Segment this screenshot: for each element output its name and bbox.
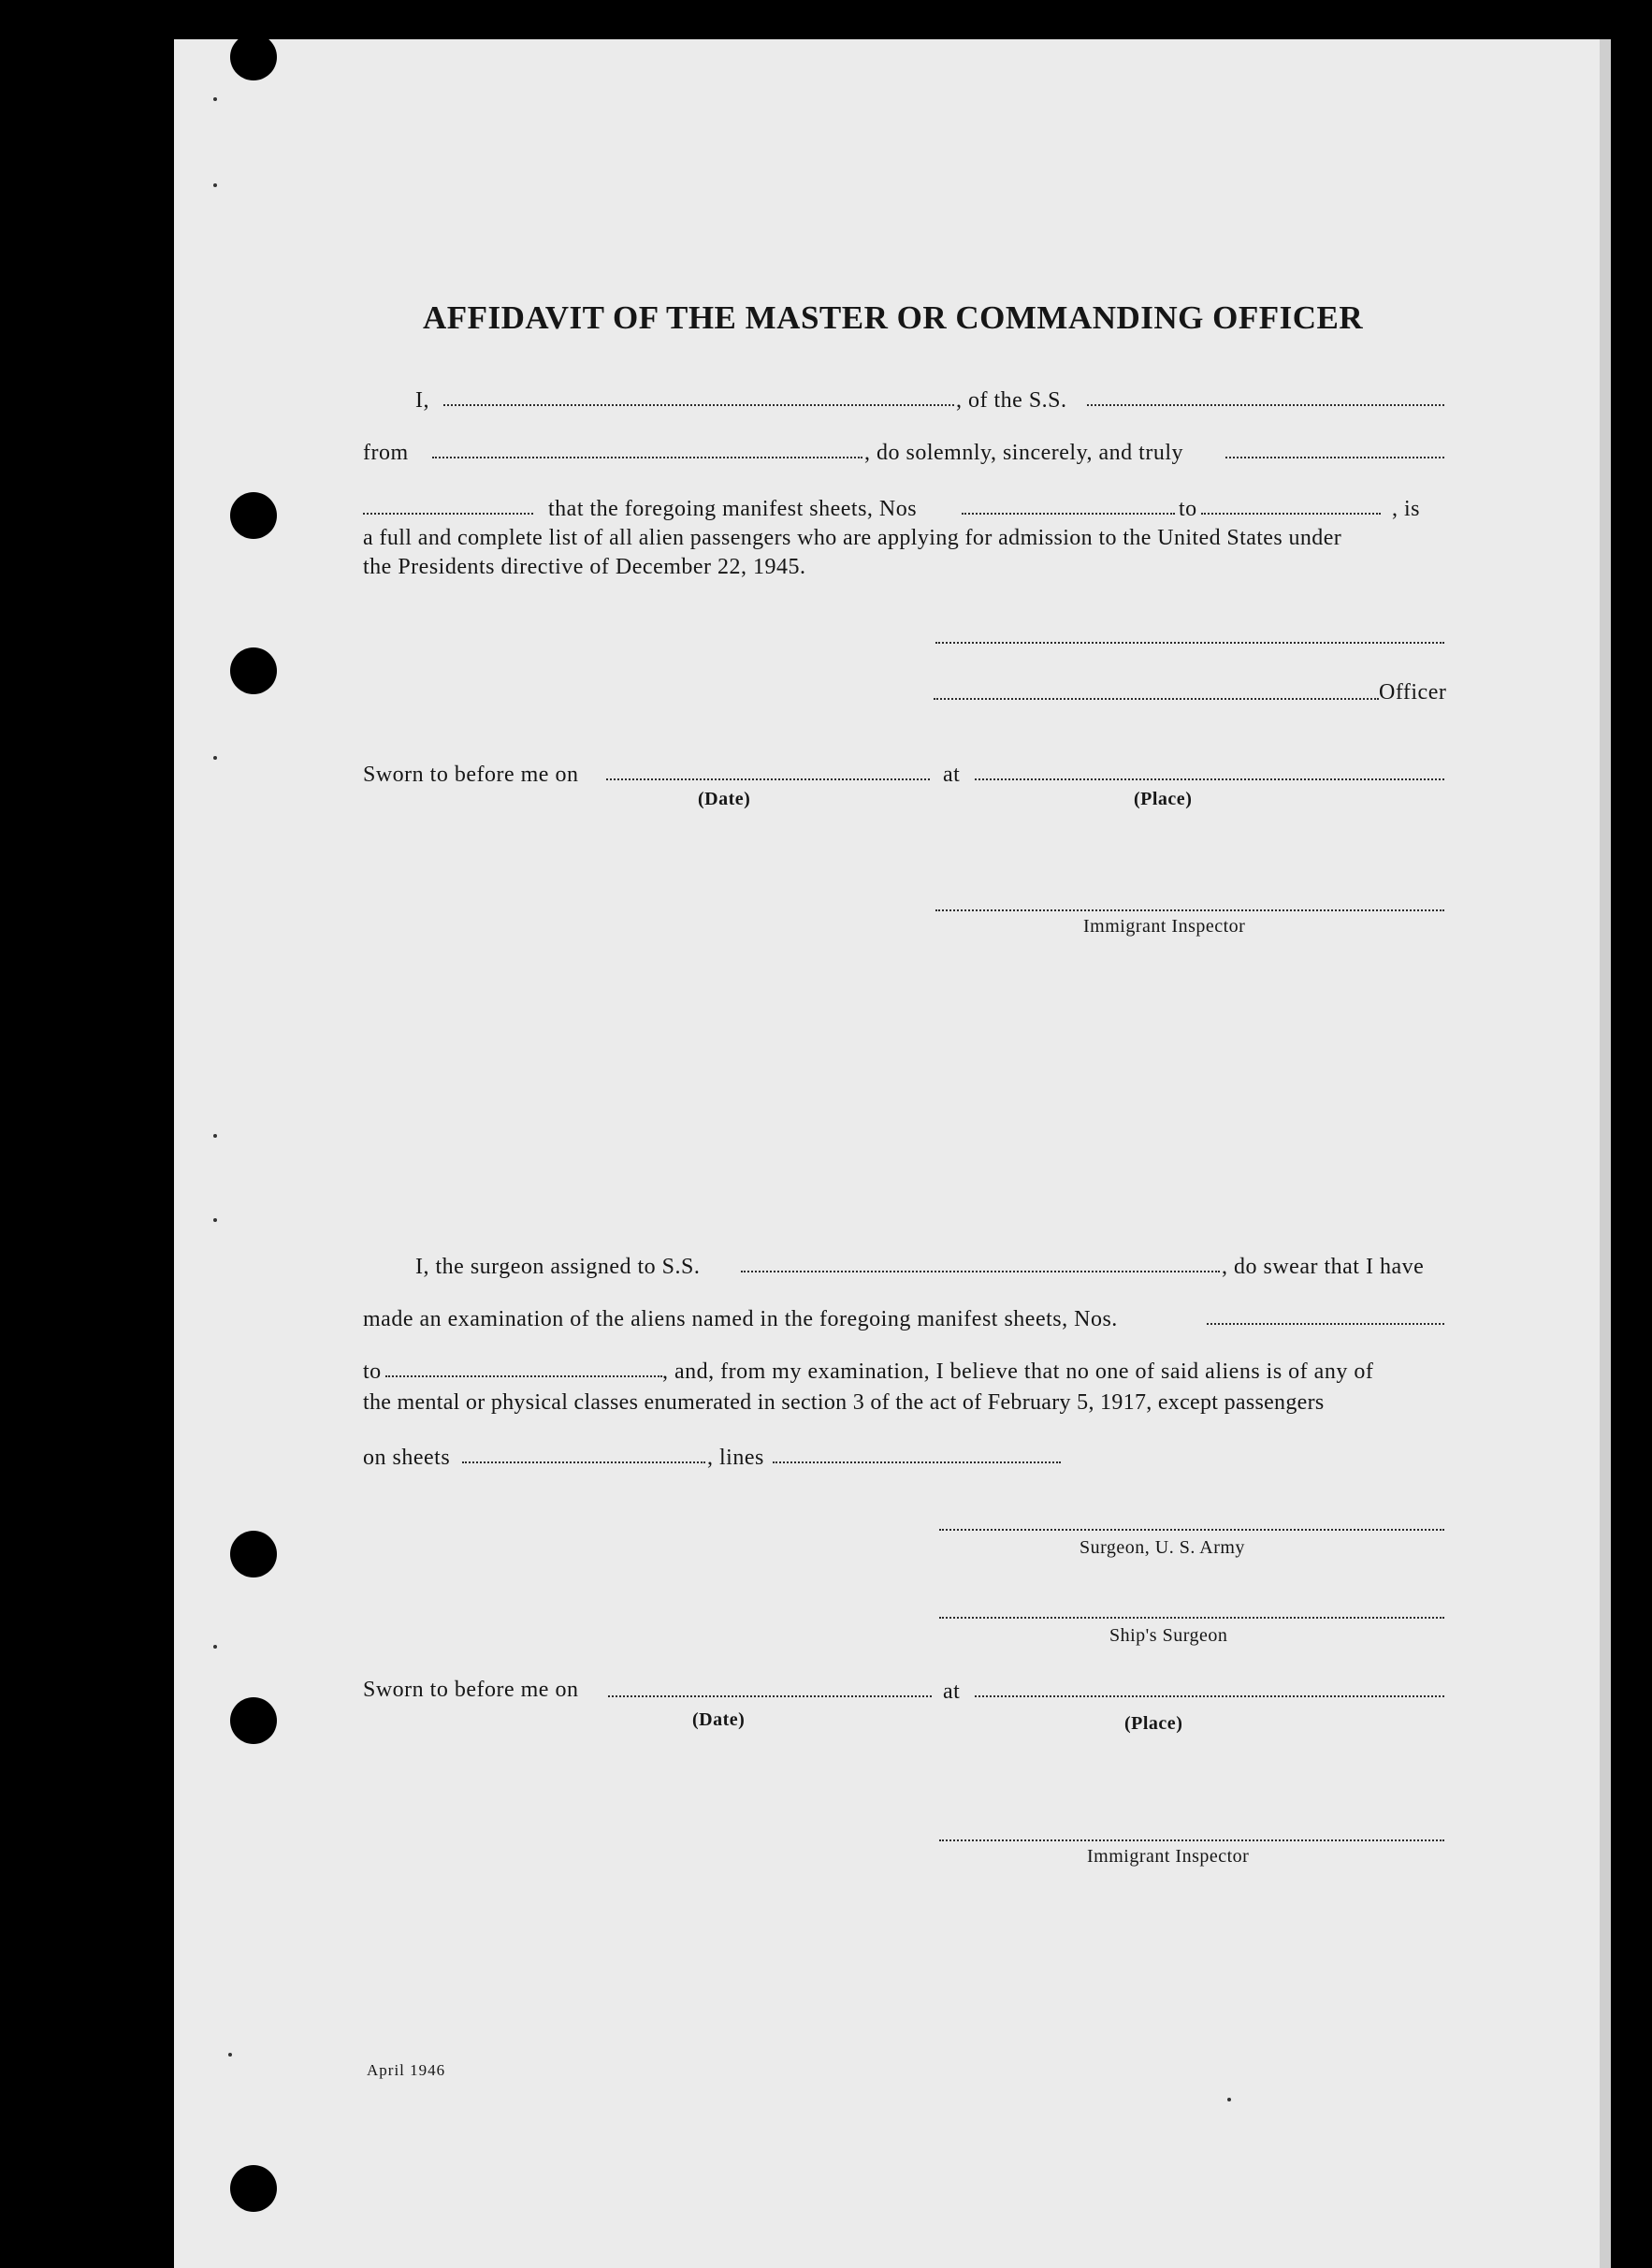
surgeon-date-caption: (Date) bbox=[692, 1709, 746, 1730]
at-label: at bbox=[943, 763, 961, 787]
speck bbox=[213, 1134, 217, 1138]
speck bbox=[213, 1218, 217, 1222]
speck bbox=[1227, 2098, 1231, 2101]
surgeon-ship-field[interactable] bbox=[741, 1271, 1220, 1272]
master-name-field[interactable] bbox=[443, 404, 954, 406]
surgeon-sworn-place-field[interactable] bbox=[975, 1695, 1444, 1697]
inspector-label: Immigrant Inspector bbox=[1083, 916, 1246, 937]
i-label: I, bbox=[415, 388, 429, 413]
surgeon-line-1-end: , do swear that I have bbox=[1222, 1255, 1425, 1279]
surgeon-line-4: the mental or physical classes enumerated in section 3 of the act of February 5, 1917, except passengers bbox=[363, 1390, 1325, 1415]
officer-title-field[interactable] bbox=[934, 698, 1379, 700]
statement-line-1: a full and complete list of all alien passengers who are applying for admission to the United States under bbox=[363, 526, 1342, 550]
army-surgeon-label: Surgeon, U. S. Army bbox=[1080, 1537, 1245, 1558]
is-label: , is bbox=[1392, 497, 1421, 521]
to-label: to bbox=[1179, 497, 1197, 521]
surgeon-sheets-from-field[interactable] bbox=[1207, 1323, 1444, 1325]
speck bbox=[213, 183, 217, 187]
ships-surgeon-signature-field[interactable] bbox=[939, 1617, 1444, 1619]
statement-line-2: the Presidents directive of December 22, 1945. bbox=[363, 555, 806, 579]
except-sheets-field[interactable] bbox=[462, 1461, 705, 1463]
of-ss-label: , of the S.S. bbox=[956, 388, 1067, 413]
form-date: April 1946 bbox=[367, 2061, 446, 2079]
sheets-label: on sheets bbox=[363, 1446, 451, 1470]
surgeon-line-1: I, the surgeon assigned to S.S. bbox=[415, 1255, 701, 1279]
surgeon-sworn-label: Sworn to before me on bbox=[363, 1678, 579, 1702]
oath-continued-field[interactable] bbox=[363, 513, 533, 515]
sheets-from-field[interactable] bbox=[962, 513, 1175, 515]
surgeon-inspector-signature-field[interactable] bbox=[939, 1839, 1444, 1841]
punch-hole bbox=[230, 2165, 277, 2212]
form-sheet bbox=[174, 39, 1611, 2268]
officer-signature-field[interactable] bbox=[935, 642, 1444, 644]
date-caption: (Date) bbox=[698, 789, 751, 809]
surgeon-line-2: made an examination of the aliens named in the foregoing manifest sheets, Nos. bbox=[363, 1307, 1118, 1331]
inspector-signature-field[interactable] bbox=[935, 909, 1444, 911]
sworn-place-field[interactable] bbox=[975, 778, 1444, 780]
sworn-label: Sworn to before me on bbox=[363, 763, 579, 787]
speck bbox=[213, 1645, 217, 1649]
form-title: AFFIDAVIT OF THE MASTER OR COMMANDING OFFICER bbox=[423, 299, 1364, 336]
punch-hole bbox=[230, 492, 277, 539]
army-surgeon-signature-field[interactable] bbox=[939, 1529, 1444, 1531]
sworn-date-field[interactable] bbox=[606, 778, 930, 780]
place-caption: (Place) bbox=[1134, 789, 1193, 809]
punch-hole bbox=[230, 1531, 277, 1577]
surgeon-sheets-to-field[interactable] bbox=[385, 1375, 662, 1377]
surgeon-place-caption: (Place) bbox=[1124, 1713, 1183, 1734]
surgeon-sworn-date-field[interactable] bbox=[608, 1695, 932, 1697]
except-lines-field[interactable] bbox=[773, 1461, 1061, 1463]
punch-hole bbox=[230, 1697, 277, 1744]
speck bbox=[228, 2053, 232, 2057]
surgeon-at-label: at bbox=[943, 1679, 961, 1704]
speck bbox=[213, 756, 217, 760]
officer-label: Officer bbox=[1379, 680, 1447, 705]
speck bbox=[213, 97, 217, 101]
sheet-edge bbox=[1600, 39, 1611, 2268]
oath-field[interactable] bbox=[1225, 457, 1444, 458]
from-label: from bbox=[363, 441, 409, 465]
ships-surgeon-label: Ship's Surgeon bbox=[1109, 1625, 1228, 1646]
punch-hole bbox=[230, 34, 277, 80]
lines-label: , lines bbox=[707, 1446, 764, 1470]
surgeon-line-3: , and, from my examination, I believe that no one of said aliens is of any of bbox=[662, 1359, 1374, 1384]
surgeon-inspector-label: Immigrant Inspector bbox=[1087, 1846, 1250, 1867]
surgeon-to-label: to bbox=[363, 1359, 382, 1384]
from-port-field[interactable] bbox=[432, 457, 862, 458]
swear-label: , do solemnly, sincerely, and truly bbox=[864, 441, 1183, 465]
ship-name-field[interactable] bbox=[1087, 404, 1444, 406]
sheets-to-field[interactable] bbox=[1201, 513, 1381, 515]
punch-hole bbox=[230, 647, 277, 694]
manifest-sheets-label: that the foregoing manifest sheets, Nos bbox=[548, 497, 918, 521]
